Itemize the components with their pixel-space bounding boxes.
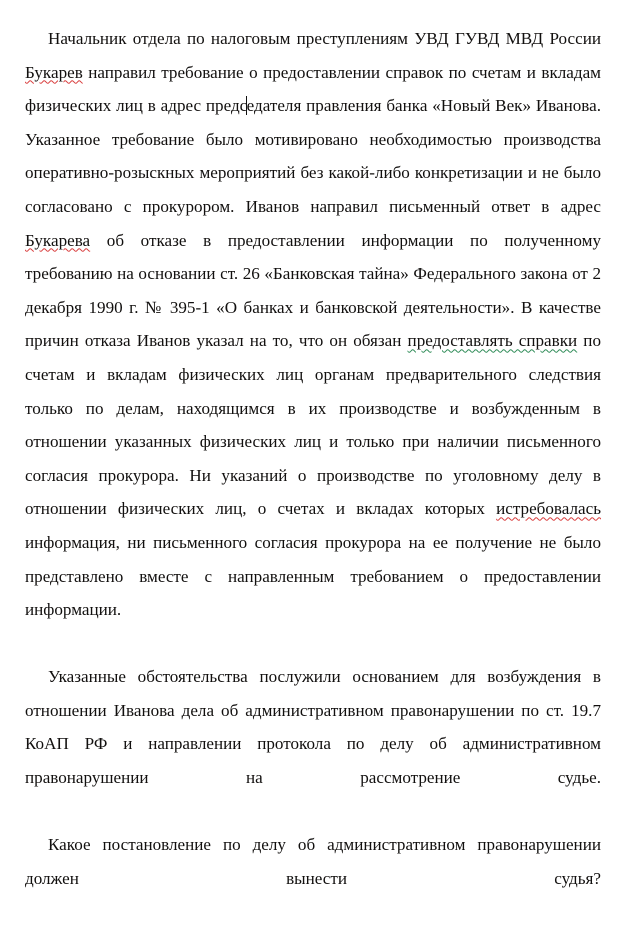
text-run: направил требование о предоставлении справок по счетам и вкладам физических лиц в адрес предс [25, 62, 601, 116]
text-run: Начальник отдела по налоговым преступлениям УВД ГУВД МВД России [48, 29, 601, 48]
paragraph-p3[interactable] [25, 828, 601, 929]
text-run: едателя правления банка «Новый Век» Иванова. Указанное требование было мотивировано необходимостью производства оперативно-розыскных мероприятий без какой-либо конкретизации и не было согласовано с прокурором. Иванов направил письменный ответ в адрес [25, 96, 602, 216]
text-run: об отказе в предоставлении информации по полученному требованию на основании ст. 26 «Банковская тайна» Федерального закона от 2 декабря 1990 г. № 395-1 «О банках и банковской деятельности». В качестве причин отказа Иванов указал на то, что он обязан [25, 230, 601, 351]
text-run: информация, ни письменного согласия прокурора на ее получение не было представлено вместе с направленным требованием о предоставлении информации. [25, 532, 601, 620]
text-run: по счетам и вкладам физических лиц органам предварительного следствия только по делам, находящимся в их производстве и возбужденным в отношении указанных физических лиц и только при наличии письменного согласия прокурора. Ни указаний о производстве по уголовному делу в отношении физических лиц, о счетах и вкладах которых [25, 331, 602, 519]
grammarcheck-phrase[interactable]: предоставлять справки [407, 331, 578, 351]
spellcheck-misspelled-word[interactable]: Букарев [25, 62, 83, 82]
spellcheck-misspelled-word[interactable]: истребовалась [496, 499, 601, 519]
paragraph-p2[interactable] [25, 660, 601, 828]
text-run: Указанные обстоятельства послужили основанием для возбуждения в отношении Иванова дела об административном правонарушении по ст. 19.7 КоАП РФ и направлении протокола по делу об административном правонарушении на рассмотрение судье. [25, 667, 601, 788]
paragraph-p1[interactable] [25, 22, 601, 660]
document-text-body[interactable] [25, 22, 601, 929]
spellcheck-misspelled-word[interactable]: Букарева [25, 230, 91, 250]
text-run: Какое постановление по делу об административном правонарушении должен вынести судья? [25, 835, 601, 888]
